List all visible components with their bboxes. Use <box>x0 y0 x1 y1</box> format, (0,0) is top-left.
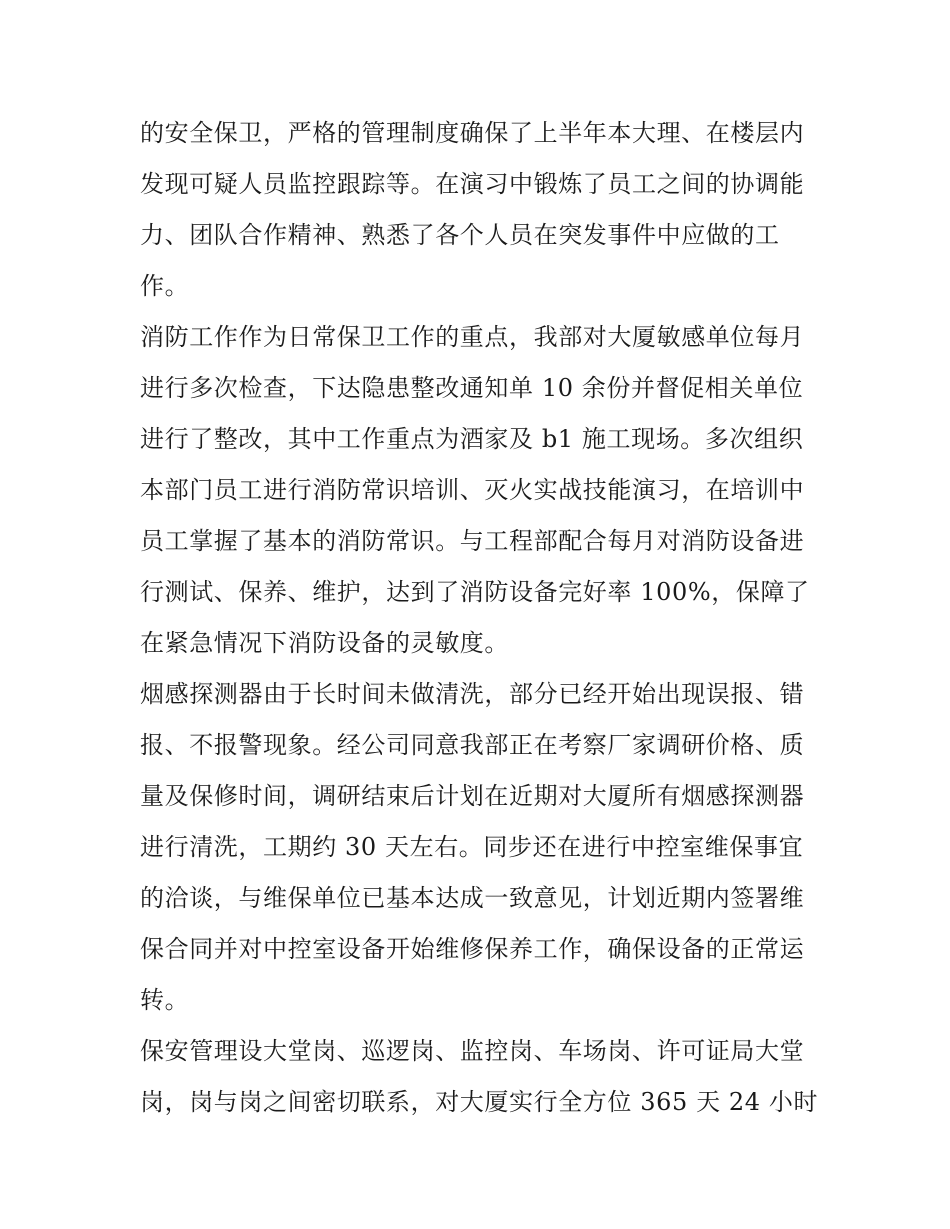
text-line: 力、团队合作精神、熟悉了各个人员在突发事件中应做的工 <box>140 221 780 249</box>
paragraph-smoke-detectors <box>140 669 812 1026</box>
text-line: 发现可疑人员监控跟踪等。在演习中锻炼了员工之间的协调能 <box>140 170 805 198</box>
text-line: 报、不报警现象。经公司同意我部正在考察厂家调研价格、质 <box>140 731 805 759</box>
text-line: 转。 <box>140 986 190 1014</box>
text-line: 烟感探测器由于长时间未做清洗，部分已经开始出现误报、错 <box>140 680 805 708</box>
text-line: 在紧急情况下消防设备的灵敏度。 <box>140 629 509 657</box>
text-line: 消防工作作为日常保卫工作的重点，我部对大厦敏感单位每月 <box>140 323 805 351</box>
text-line: 岗，岗与岗之间密切联系，对大厦实行全方位 365 天 24 小时 <box>140 1088 819 1116</box>
text-line: 进行多次检查，下达隐患整改通知单 10 余份并督促相关单位 <box>140 374 804 402</box>
text-line: 行测试、保养、维护，达到了消防设备完好率 100%，保障了 <box>140 578 810 606</box>
text-line: 进行清洗，工期约 30 天左右。同步还在进行中控室维保事宜 <box>140 833 804 861</box>
text-line: 的安全保卫，严格的管理制度确保了上半年本大理、在楼层内 <box>140 119 805 147</box>
text-line: 的洽谈，与维保单位已基本达成一致意见，计划近期内签署维 <box>140 884 805 912</box>
text-line: 本部门员工进行消防常识培训、灭火实战技能演习，在培训中 <box>140 476 805 504</box>
paragraph-fire-safety <box>140 312 812 669</box>
document-body <box>140 108 819 1128</box>
text-line: 保合同并对中控室设备开始维修保养工作，确保设备的正常运 <box>140 935 805 963</box>
text-line: 员工掌握了基本的消防常识。与工程部配合每月对消防设备进 <box>140 527 805 555</box>
text-line: 量及保修时间，调研结束后计划在近期对大厦所有烟感探测器 <box>140 782 805 810</box>
paragraph-security <box>140 108 812 312</box>
text-line: 进行了整改，其中工作重点为酒家及 b1 施工现场。多次组织 <box>140 425 804 453</box>
paragraph-guard-posts <box>140 1026 819 1128</box>
text-line: 保安管理设大堂岗、巡逻岗、监控岗、车场岗、许可证局大堂 <box>140 1037 805 1065</box>
text-line: 作。 <box>140 272 190 300</box>
